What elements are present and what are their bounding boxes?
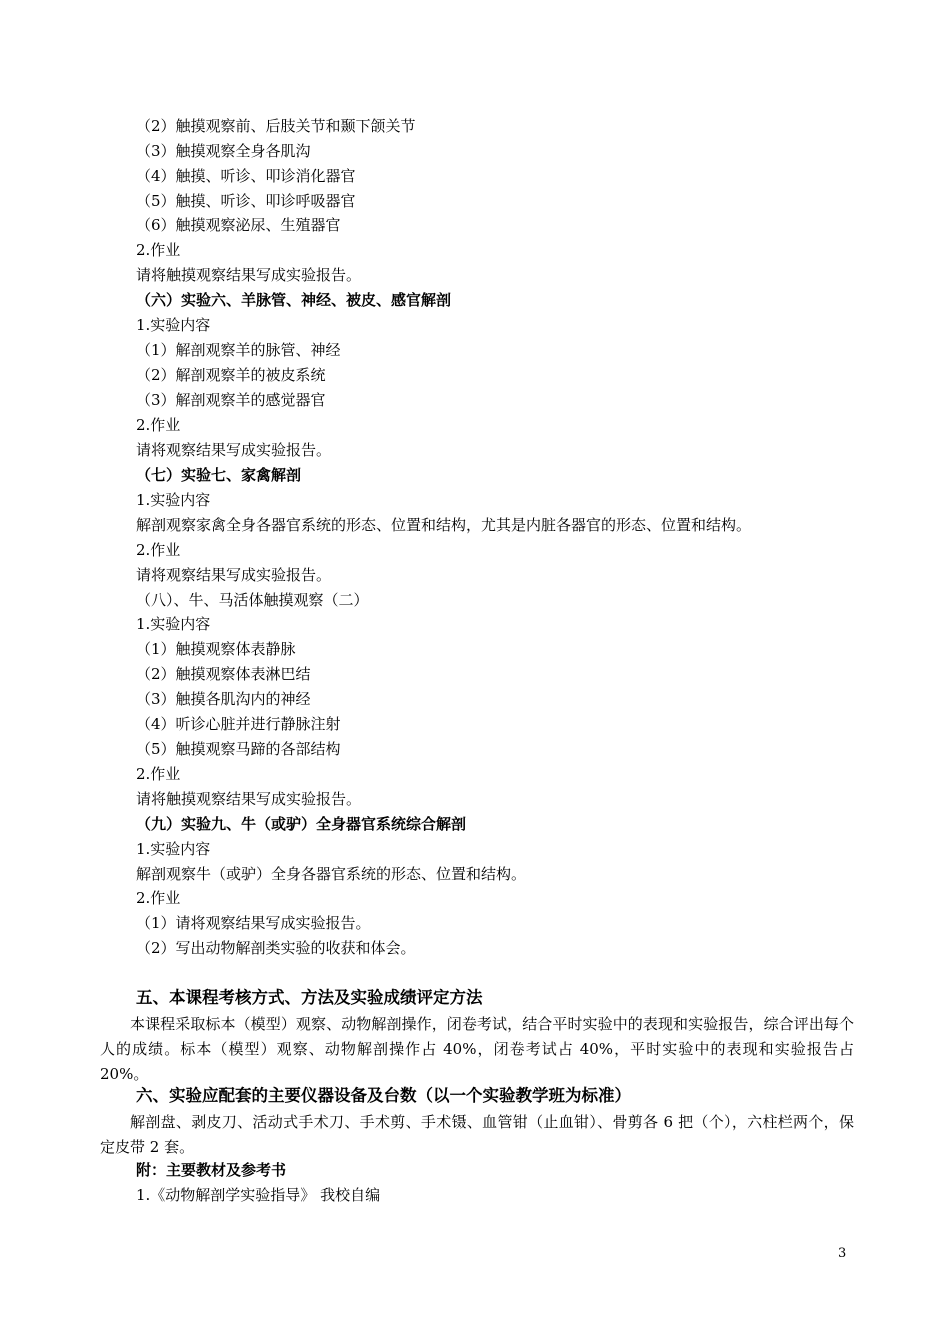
line-heart-auscultation: （4）听诊心脏并进行静脉注射 — [136, 715, 341, 733]
line-sheep-vessels: （1）解剖观察羊的脉管、神经 — [136, 341, 341, 359]
line-cattle-dissection: 解剖观察牛（或驴）全身各器官系统的形态、位置和结构。 — [136, 865, 527, 883]
line-sheep-skin: （2）解剖观察羊的被皮系统 — [136, 366, 326, 384]
line-homework-label: 2.作业 — [136, 765, 181, 783]
section-5-heading: 五、本课程考核方式、方法及实验成绩评定方法 — [136, 988, 483, 1007]
line-surface-veins: （1）触摸观察体表静脉 — [136, 640, 296, 658]
line-joint-palpation: （2）触摸观察前、后肢关节和颞下颌关节 — [136, 117, 416, 135]
line-content-label: 1.实验内容 — [136, 491, 211, 509]
section-5-body: 本课程采取标本（模型）观察、动物解剖操作，闭卷考试，结合平时实验中的表现和实验报告，综合评出每个人的成绩。标本（模型）观察、动物解剖操作占 40%，闭卷考试占 40%，平时实验中的表现和实验报告占 20%。 — [100, 1015, 854, 1083]
line-sheep-senses: （3）解剖观察羊的感觉器官 — [136, 391, 326, 409]
line-respiratory: （5）触摸、听诊、叩诊呼吸器官 — [136, 192, 356, 210]
line-homework-label: 2.作业 — [136, 241, 181, 259]
line-homework-label: 2.作业 — [136, 416, 181, 434]
line-urogenital: （6）触摸观察泌尿、生殖器官 — [136, 216, 341, 234]
line-horse-hoof: （5）触摸观察马蹄的各部结构 — [136, 740, 341, 758]
line-nerves: （3）触摸各肌沟内的神经 — [136, 690, 311, 708]
line-homework-text: 请将观察结果写成实验报告。 — [136, 441, 332, 459]
experiment-9-heading: （九）实验九、牛（或驴）全身器官系统综合解剖 — [136, 815, 467, 833]
line-content-label: 1.实验内容 — [136, 316, 211, 334]
section-6-body: 解剖盘、剥皮刀、活动式手术刀、手术剪、手术镊、血管钳（止血钳）、骨剪各 6 把（个），六柱栏两个，保定皮带 2 套。 — [100, 1113, 854, 1156]
line-homework-reflection: （2）写出动物解剖类实验的收获和体会。 — [136, 939, 416, 957]
appendix-heading: 附：主要教材及参考书 — [136, 1161, 287, 1179]
line-homework-label: 2.作业 — [136, 541, 181, 559]
line-poultry-dissection: 解剖观察家禽全身各器官系统的形态、位置和结构，尤其是内脏各器官的形态、位置和结构。 — [136, 516, 752, 534]
experiment-6-heading: （六）实验六、羊脉管、神经、被皮、感官解剖 — [136, 291, 452, 309]
experiment-8-heading: （八）、牛、马活体触摸观察（二） — [136, 591, 369, 609]
line-homework-label: 2.作业 — [136, 889, 181, 907]
line-homework-text: 请将观察结果写成实验报告。 — [136, 566, 332, 584]
line-homework-text: 请将触摸观察结果写成实验报告。 — [136, 266, 362, 284]
line-homework-text: 请将触摸观察结果写成实验报告。 — [136, 790, 362, 808]
line-homework-report: （1）请将观察结果写成实验报告。 — [136, 914, 371, 932]
line-content-label: 1.实验内容 — [136, 615, 211, 633]
experiment-7-heading: （七）实验七、家禽解剖 — [136, 466, 302, 484]
appendix-reference-1: 1.《动物解剖学实验指导》 我校自编 — [136, 1186, 381, 1204]
section-6-heading: 六、实验应配套的主要仪器设备及台数（以一个实验教学班为标准） — [136, 1086, 631, 1105]
line-digestive: （4）触摸、听诊、叩诊消化器官 — [136, 167, 356, 185]
line-lymph-nodes: （2）触摸观察体表淋巴结 — [136, 665, 311, 683]
line-muscle-groove: （3）触摸观察全身各肌沟 — [136, 142, 311, 160]
line-content-label: 1.实验内容 — [136, 840, 211, 858]
page-number: 3 — [838, 1246, 847, 1261]
